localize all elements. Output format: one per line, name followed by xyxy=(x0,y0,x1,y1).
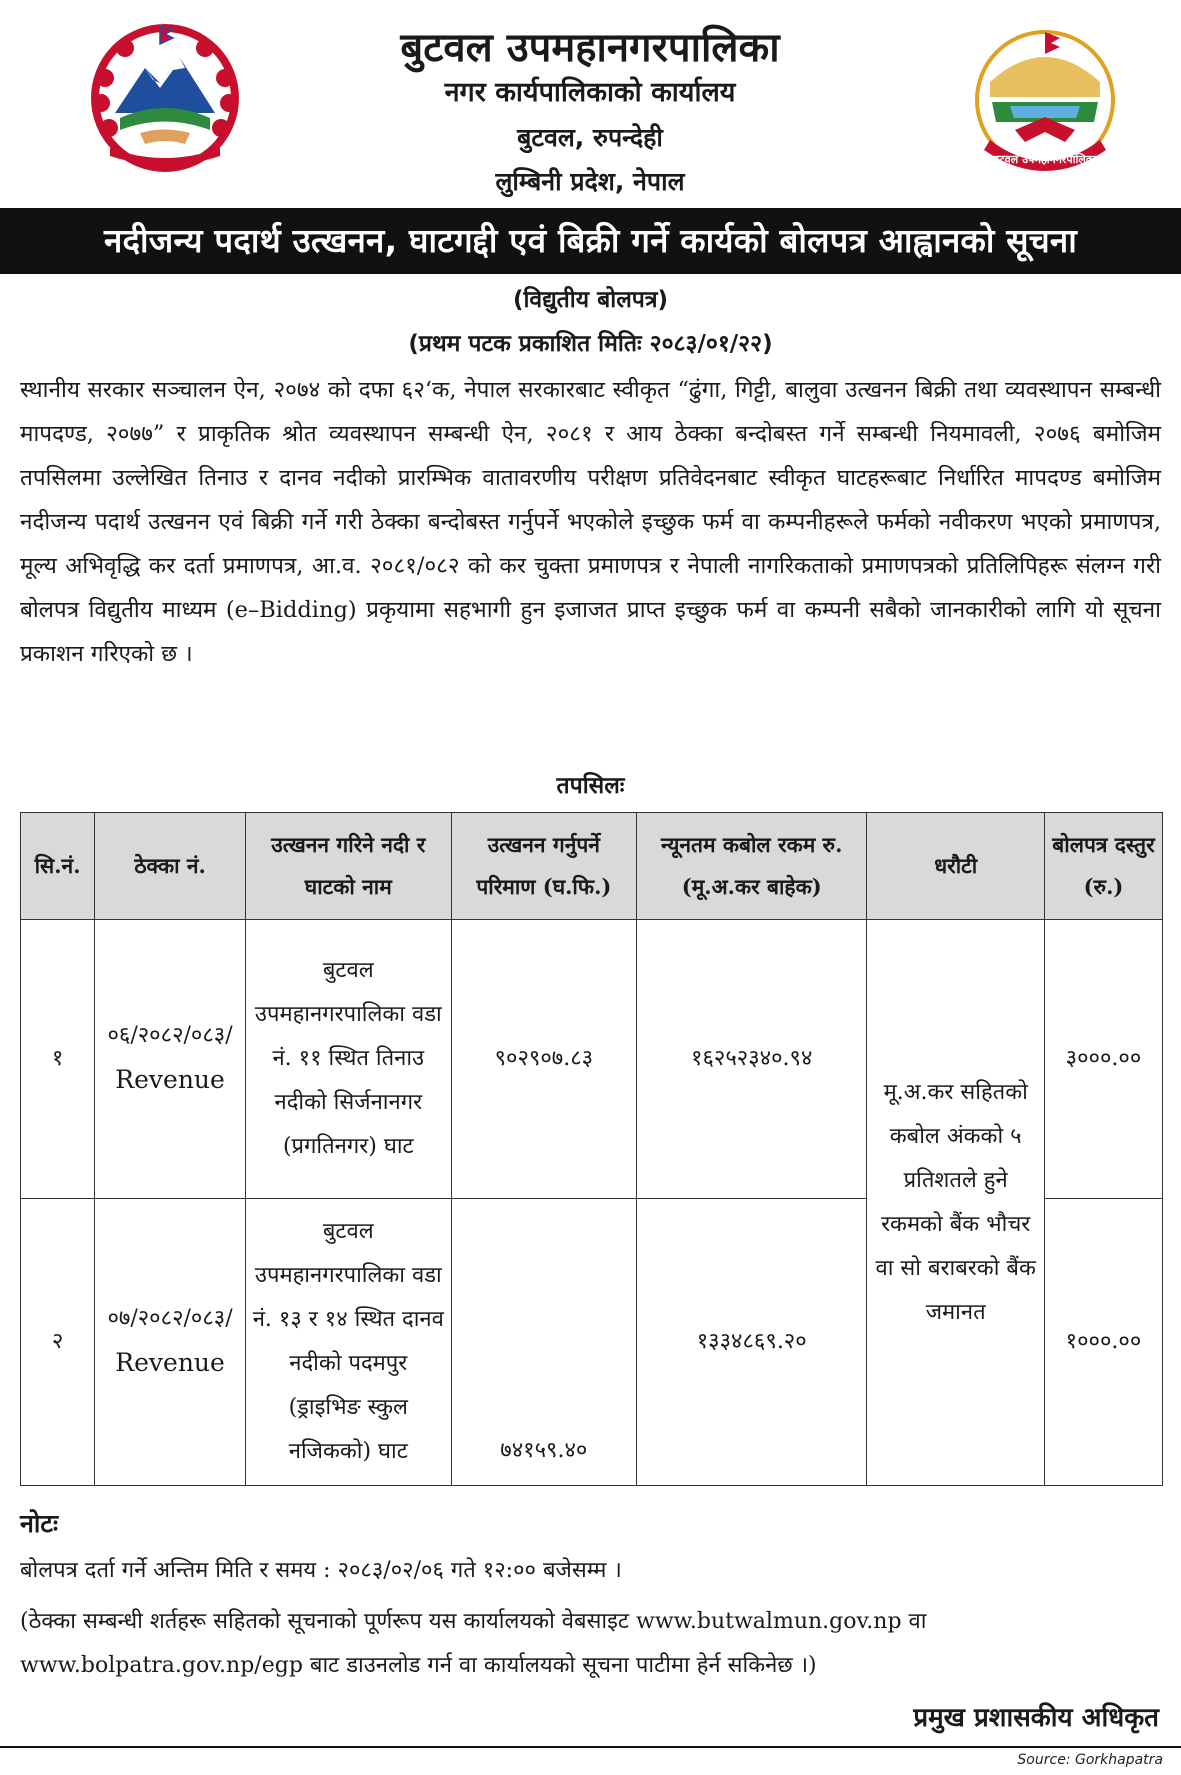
cell-min-bid: १६२५२३४०.९४ xyxy=(637,920,867,1199)
contract-no-text: ०६/२०८२/०८३/ xyxy=(107,1023,233,1048)
cell-fee: ३०००.०० xyxy=(1044,920,1162,1199)
col-header-sn: सि.नं. xyxy=(21,813,95,920)
cell-site: बुटवल उपमहानगरपालिका वडा नं. ११ स्थित तिनाउ नदीको सिर्जनानगर (प्रगतिनगर) घाट xyxy=(245,920,451,1199)
col-header-site: उत्खनन गरिने नदी र घाटको नाम xyxy=(245,813,451,920)
cell-contract-no xyxy=(95,1199,246,1486)
col-header-quantity: उत्खनन गर्नुपर्ने परिमाण (घ.फि.) xyxy=(451,813,636,920)
nepal-emblem-icon xyxy=(85,18,245,176)
cell-quantity: ९०२९०७.८३ xyxy=(451,920,636,1199)
note-info: (ठेक्का सम्बन्धी शर्तहरू सहितको सूचनाको पूर्णरूप यस कार्यालयको वेबसाइट www.butwalmun.gov.np वा www.bolpatra.gov.np/egp बाट डाउनलोड गर्न वा कार्यालयको सूचना पाटीमा हेर्न सकिनेछ ।) xyxy=(20,1609,927,1678)
bid-type: (विद्युतीय बोलपत्र) xyxy=(512,287,669,313)
cell-min-bid: १३३४८६९.२० xyxy=(637,1199,867,1486)
contract-no-text: ०७/२०८२/०८३/ xyxy=(107,1306,233,1331)
org-name: बुटवल उपमहानगरपालिका xyxy=(400,25,780,71)
butwal-logo-text: बुटवल उपमहानगरपालिका xyxy=(992,153,1098,166)
butwal-logo-icon xyxy=(970,22,1120,177)
schedule-heading: तपसिलः xyxy=(556,773,625,799)
header xyxy=(0,0,1181,205)
divider xyxy=(0,1746,1181,1748)
notice-title: नदीजन्य पदार्थ उत्खनन, घाटगद्दी एवं बिक्री गर्ने कार्यको बोलपत्र आह्वानको सूचना xyxy=(0,208,1181,274)
cell-deposit: मू.अ.कर सहितको कबोल अंकको ५ प्रतिशतले हुने रकमको बैंक भौचर वा सो बराबरको बैंक जमानत xyxy=(867,920,1045,1486)
col-header-fee: बोलपत्र दस्तुर (रु.) xyxy=(1044,813,1162,920)
col-header-contract-no: ठेक्का नं. xyxy=(95,813,246,920)
table-header-row xyxy=(21,813,1163,920)
cell-contract-no xyxy=(95,920,246,1199)
cell-quantity: ७४१५९.४० xyxy=(451,1199,636,1486)
office-name: नगर कार्यपालिकाको कार्यालय xyxy=(444,77,736,108)
notice-body: स्थानीय सरकार सञ्चालन ऐन, २०७४ को दफा ६२‘क, नेपाल सरकारबाट स्वीकृत “ढुंगा, गिट्टी, बालुवा उत्खनन बिक्री तथा व्यवस्थापन सम्बन्धी मापदण्ड, २०७७” र प्राकृतिक श्रोत व्यवस्थापन सम्बन्धी ऐन, २०८१ र आय ठेक्का बन्दोबस्त गर्ने सम्बन्धी नियमावली, २०७६ बमोजिम तपसिलमा उल्लेखित तिनाउ र दानव नदीको प्रारम्भिक वातावरणीय परीक्षण प्रतिवेदनबाट स्वीकृत घाटहरूबाट निर्धारित मापदण्ड बमोजिम नदीजन्य पदार्थ उत्खनन एवं बिक्री गर्ने गरी ठेक्का बन्दोबस्त गर्नुपर्ने भएकोले इच्छुक फर्म वा कम्पनीहरूले फर्मको नवीकरण भएको प्रमाणपत्र, मूल्य अभिवृद्धि कर दर्ता प्रमाणपत्र, आ.व. २०८१/०८२ को कर चुक्ता प्रमाणपत्र र नेपाली नागरिकताको प्रमाणपत्रको प्रतिलिपिहरू संलग्न गरी बोलपत्र विद्युतीय माध्यम (e–Bidding) प्रकृयामा सहभागी हुन इजाजत प्राप्त इच्छुक फर्म वा कम्पनी सबैको जानकारीको लागि यो सूचना प्रकाशन गरिएको छ । xyxy=(20,377,1161,667)
bid-table xyxy=(20,812,1163,1486)
signature: प्रमुख प्रशासकीय अधिकृत xyxy=(913,1703,1159,1733)
cell-sn: २ xyxy=(21,1199,95,1486)
contract-suffix: Revenue xyxy=(115,1348,225,1377)
cell-site: बुटवल उपमहानगरपालिका वडा नं. १३ र १४ स्थित दानव नदीको पदमपुर (ड्राइभिङ स्कुल नजिकको) घाट xyxy=(245,1199,451,1486)
contract-suffix: Revenue xyxy=(115,1065,225,1094)
cell-fee: १०००.०० xyxy=(1044,1199,1162,1486)
publication-date: (प्रथम पटक प्रकाशित मितिः २०८३/०१/२२) xyxy=(408,331,773,357)
source-credit: Source: Gorkhapatra xyxy=(1017,1752,1163,1768)
note-deadline: बोलपत्र दर्ता गर्ने अन्तिम मिति र समय : २०८३/०२/०६ गते १२:०० बजेसम्म । xyxy=(20,1558,622,1583)
table-row xyxy=(21,920,1163,1199)
office-city: बुटवल, रुपन्देही xyxy=(517,123,663,152)
office-province: लुम्बिनी प्रदेश, नेपाल xyxy=(495,167,685,196)
note-heading: नोटः xyxy=(20,1509,59,1538)
col-header-min-bid: न्यूनतम कबोल रकम रु. (मू.अ.कर बाहेक) xyxy=(637,813,867,920)
col-header-deposit: धरौटी xyxy=(867,813,1045,920)
cell-sn: १ xyxy=(21,920,95,1199)
